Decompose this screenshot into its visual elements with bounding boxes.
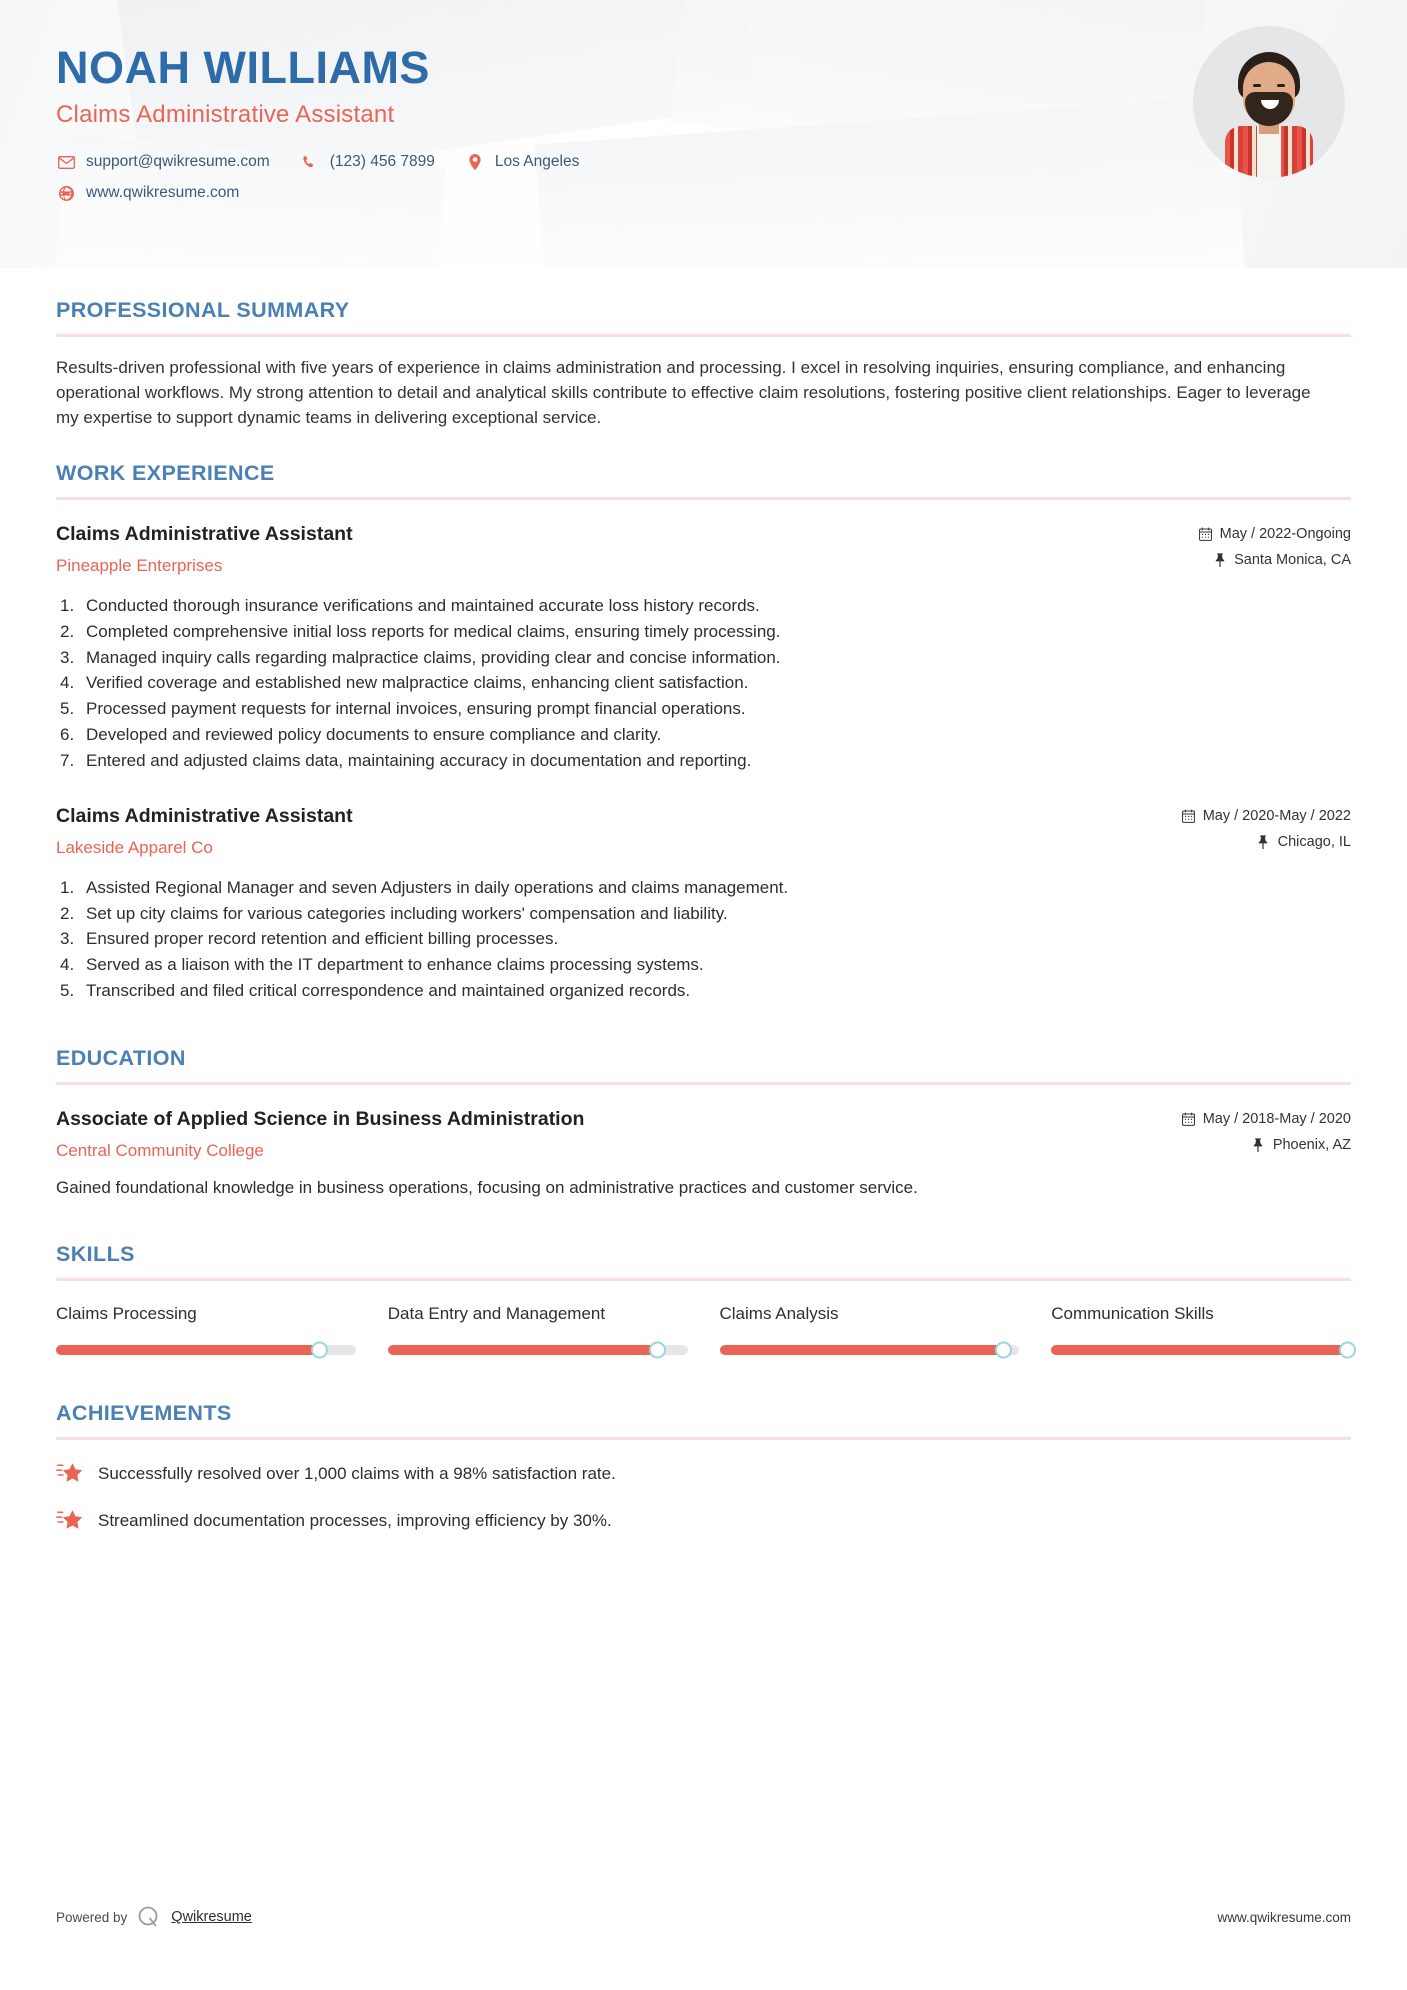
bullet-item: Verified coverage and established new malpractice claims, enhancing client satisfaction. xyxy=(86,673,749,693)
skill-slider-fill xyxy=(56,1345,320,1355)
powered-by-label: Powered by xyxy=(56,1909,128,1925)
section-divider xyxy=(56,1082,1351,1085)
bullet-item: Conducted thorough insurance verifications and maintained accurate loss history records. xyxy=(86,595,760,615)
achievement-item xyxy=(56,1507,1351,1534)
section-achievements xyxy=(56,1401,1351,1533)
pushpin-icon xyxy=(1251,1137,1266,1152)
contact-phone[interactable] xyxy=(300,153,435,171)
pushpin-icon xyxy=(1256,834,1271,849)
resume-header xyxy=(0,0,1407,268)
contact-row-secondary xyxy=(56,184,1351,202)
powered-by xyxy=(56,1904,252,1930)
section-divider xyxy=(56,497,1351,500)
skill-slider-handle[interactable] xyxy=(1339,1342,1356,1359)
calendar-icon xyxy=(1181,1111,1196,1126)
pushpin-icon xyxy=(1212,552,1227,567)
star-icon xyxy=(56,1507,86,1533)
skill-slider[interactable] xyxy=(1051,1345,1351,1355)
section-title-skills: SKILLS xyxy=(56,1242,135,1267)
skill-slider-handle[interactable] xyxy=(995,1342,1012,1359)
skill-slider-handle[interactable] xyxy=(649,1342,666,1359)
contact-phone-text: (123) 456 7899 xyxy=(329,153,435,171)
section-skills xyxy=(56,1242,1351,1355)
footer-url[interactable]: www.qwikresume.com xyxy=(1217,1909,1351,1925)
skill-slider[interactable] xyxy=(720,1345,1020,1355)
work-entry-bullets xyxy=(56,875,1351,1004)
work-entry-location xyxy=(1181,834,1351,850)
skill-item xyxy=(388,1303,688,1355)
education-dates xyxy=(1181,1111,1351,1127)
work-entry-company: Lakeside Apparel Co xyxy=(56,838,213,858)
skill-slider-fill xyxy=(1051,1345,1348,1355)
achievements-list xyxy=(56,1460,1351,1533)
skill-slider-fill xyxy=(720,1345,1005,1355)
skill-label: Communication Skills xyxy=(1051,1304,1214,1324)
avatar-illustration xyxy=(1211,46,1327,178)
avatar-tshirt xyxy=(1257,128,1281,178)
work-entry-dates-text: May / 2020-May / 2022 xyxy=(1202,807,1351,824)
education-description: Gained foundational knowledge in business operations, focusing on administrative practices and customer service. xyxy=(56,1177,918,1197)
contact-email-text: support@qwikresume.com xyxy=(86,153,270,171)
skill-label: Claims Analysis xyxy=(719,1304,839,1324)
avatar-beard xyxy=(1245,92,1293,126)
section-professional-summary xyxy=(56,298,1351,431)
education-dates-text: May / 2018-May / 2020 xyxy=(1202,1110,1351,1127)
achievement-text: Successfully resolved over 1,000 claims with a 98% satisfaction rate. xyxy=(98,1464,616,1484)
calendar-icon xyxy=(1198,526,1213,541)
skill-slider-handle[interactable] xyxy=(311,1342,328,1359)
bullet-item: Assisted Regional Manager and seven Adjusters in daily operations and claims management. xyxy=(86,877,789,897)
skill-slider[interactable] xyxy=(388,1345,688,1355)
avatar xyxy=(1193,26,1345,178)
bullet-item: Developed and reviewed policy documents to ensure compliance and clarity. xyxy=(86,725,662,745)
education-school: Central Community College xyxy=(56,1141,264,1161)
bullet-item: Transcribed and filed critical correspondence and maintained organized records. xyxy=(86,981,691,1001)
contact-location-text: Los Angeles xyxy=(494,153,580,171)
section-divider xyxy=(56,1278,1351,1281)
work-entry-dates xyxy=(1181,808,1351,824)
bullet-item: Managed inquiry calls regarding malpractice claims, providing clear and concise information. xyxy=(86,647,781,667)
contact-location xyxy=(465,153,579,171)
work-entry xyxy=(56,804,1351,1004)
section-divider xyxy=(56,334,1351,337)
map-pin-icon xyxy=(465,154,485,171)
achievement-item xyxy=(56,1460,1351,1487)
section-education xyxy=(56,1046,1351,1201)
contact-row-primary xyxy=(56,153,1351,171)
education-degree: Associate of Applied Science in Business Administration xyxy=(56,1107,585,1130)
bullet-item: Processed payment requests for internal invoices, ensuring prompt financial operations. xyxy=(86,699,746,719)
work-entry-company: Pineapple Enterprises xyxy=(56,556,223,576)
skill-slider[interactable] xyxy=(56,1345,356,1355)
section-title-education: EDUCATION xyxy=(56,1045,186,1070)
job-role-subtitle: Claims Administrative Assistant xyxy=(56,101,395,129)
section-work-experience xyxy=(56,461,1351,1004)
contact-website[interactable] xyxy=(56,184,239,202)
globe-icon xyxy=(56,185,76,202)
calendar-icon xyxy=(1181,808,1196,823)
section-title-summary: PROFESSIONAL SUMMARY xyxy=(56,298,350,322)
education-entry xyxy=(56,1107,1351,1201)
bullet-item: Ensured proper record retention and efficient billing processes. xyxy=(86,929,559,949)
bullet-item: Set up city claims for various categories including workers' compensation and liability. xyxy=(86,903,728,923)
section-title-work: WORK EXPERIENCE xyxy=(56,460,275,485)
work-entry-dates-text: May / 2022-Ongoing xyxy=(1219,525,1351,542)
skill-item xyxy=(1051,1303,1351,1355)
achievement-text: Streamlined documentation processes, improving efficiency by 30%. xyxy=(98,1511,612,1531)
star-icon xyxy=(56,1460,86,1486)
phone-icon xyxy=(300,154,320,171)
section-divider xyxy=(56,1437,1351,1440)
work-entry-location xyxy=(1198,552,1351,568)
work-entry-bullets xyxy=(56,593,1351,774)
skill-label: Data Entry and Management xyxy=(387,1304,606,1324)
qwikresume-brand-link[interactable]: Qwikresume xyxy=(171,1909,252,1925)
qwikresume-logo-icon xyxy=(136,1904,162,1930)
bullet-item: Entered and adjusted claims data, maintaining accuracy in documentation and reporting. xyxy=(86,750,752,770)
page-title: NOAH WILLIAMS xyxy=(56,42,430,93)
section-title-achievements: ACHIEVEMENTS xyxy=(56,1401,232,1426)
skill-label: Claims Processing xyxy=(56,1304,197,1324)
work-entry-title: Claims Administrative Assistant xyxy=(56,522,353,545)
bullet-item: Completed comprehensive initial loss reports for medical claims, ensuring timely processing. xyxy=(86,621,781,641)
avatar-eye-right xyxy=(1277,84,1285,87)
envelope-icon xyxy=(56,154,76,171)
work-entry-dates xyxy=(1198,526,1351,542)
education-location xyxy=(1181,1137,1351,1153)
education-location-text: Phoenix, AZ xyxy=(1272,1136,1351,1153)
work-entry-location-text: Santa Monica, CA xyxy=(1234,551,1351,568)
work-entry-location-text: Chicago, IL xyxy=(1277,833,1351,850)
summary-text: Results-driven professional with five years of experience in claims administration and processing. I excel in resolving inquiries, ensuring compliance, and enhancing operational workflows. My strong attention to detail and analytical skills contribute to effective claim resolutions, fostering positive client relationships. Eager to leverage my expertise to support dynamic teams in delivering exceptional service. xyxy=(56,358,1311,427)
avatar-eye-left xyxy=(1253,84,1261,87)
contact-website-text: www.qwikresume.com xyxy=(86,184,240,202)
footer xyxy=(56,1904,1351,1930)
skill-item xyxy=(720,1303,1020,1355)
work-entry-title: Claims Administrative Assistant xyxy=(56,804,353,827)
skill-item xyxy=(56,1303,356,1355)
contact-info xyxy=(56,153,1351,202)
skill-slider-fill xyxy=(388,1345,658,1355)
contact-email[interactable] xyxy=(56,153,270,171)
bullet-item: Served as a liaison with the IT department to enhance claims processing systems. xyxy=(86,955,704,975)
skills-grid xyxy=(56,1303,1351,1355)
work-entry xyxy=(56,522,1351,774)
